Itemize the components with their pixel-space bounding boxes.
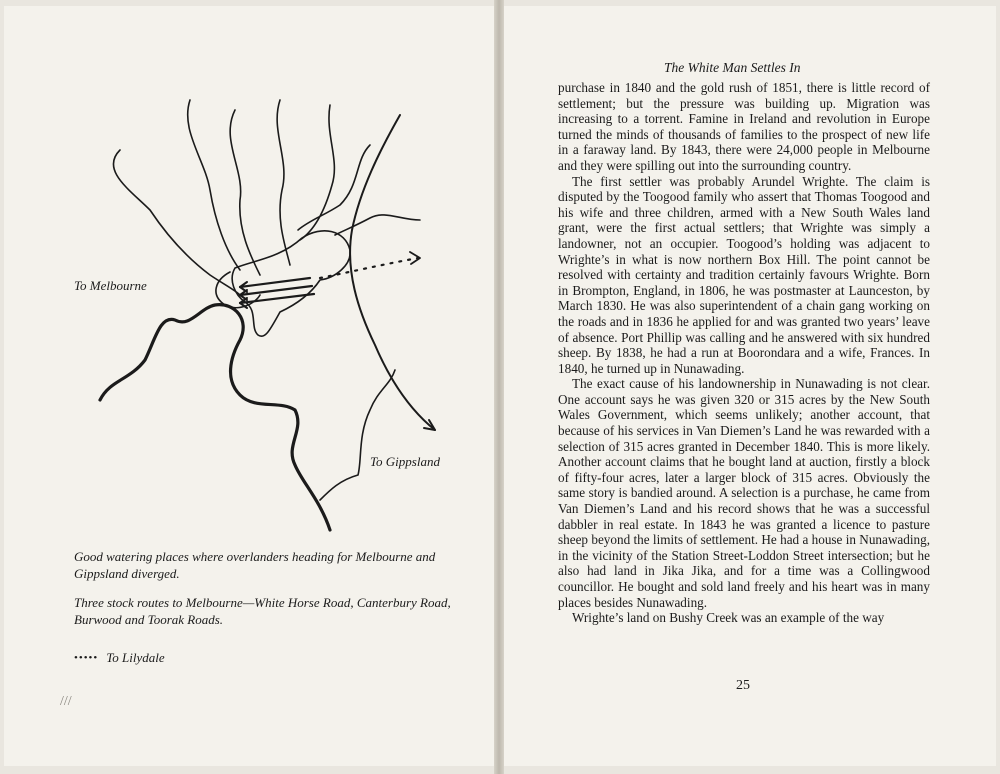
map-label-gippsland: To Gippsland bbox=[370, 454, 440, 469]
creek-line bbox=[188, 100, 240, 270]
stock-route-arrow bbox=[240, 286, 312, 295]
margin-pencil-mark: /// bbox=[60, 694, 72, 709]
creek-line bbox=[335, 215, 420, 235]
creek-line bbox=[230, 110, 260, 275]
body-text bbox=[558, 80, 930, 626]
road-to-gippsland bbox=[350, 115, 435, 430]
creek-line bbox=[277, 100, 290, 265]
stock-routes-map bbox=[40, 90, 460, 550]
river-line bbox=[100, 305, 330, 530]
creek-line bbox=[300, 105, 334, 240]
map-caption-stock-routes: Three stock routes to Melbourne—White Horse Road, Canterbury Road, Burwood and Toorak Roads. bbox=[74, 595, 451, 627]
dotted-line-symbol: ••••• bbox=[74, 652, 99, 664]
map-legend bbox=[74, 650, 165, 666]
creek-line bbox=[113, 150, 240, 295]
map-label-melbourne: To Melbourne bbox=[74, 278, 147, 293]
paragraph: The first settler was probably Arundel Wrighte. The claim is disputed by the Toogood family who assert that Thomas Toogood and his wife and three children, armed with a New South Wales land grant, were the first actual settlers; that Wrighte was simply a landowner, not an occupier. Toogood’s holding was adjacent to Wrighte’s in what is now northern Box Hill. The point cannot be resolved with certainty and tradition certainly favours Wrighte. Born in Brompton, England, in 1806, he was postmaster at Launceston, by March 1830. He was also superintendent of a chain gang working on the roads and in 1836 he applied for and was granted two years’ leave of absence. Port Phillip was calling and he answered with six hundred sheep. By 1838, he had a run at Boorondara and a wife, Frances. In 1840, he turned up in Nunawading. bbox=[558, 173, 930, 376]
paragraph: purchase in 1840 and the gold rush of 1851, there is little record of settlement; but the pressure was building up. Migration was increasing to a torrent. Famine in Ireland and revolution in Europe turned the minds of thousands of families to the prospect of new life in a faraway land. By 1843, there were 24,000 people in Melbourne and they were spilling out into the surrounding country. bbox=[558, 80, 930, 173]
paragraph: Wrighte’s land on Bushy Creek was an example of the way bbox=[572, 610, 885, 626]
paragraph: The exact cause of his landownership in Nunawading is not clear. One account says he was given 320 or 315 acres by the New South Wales Government, which seems unlikely; another account, that because of his services in Van Diemen’s Land he was rewarded with a selection of 315 acres granted in December 1840. This is more likely. Another account claims that he bought land at auction, firstly a block of fifty-four acres, later a larger block of 315 acres. Obviously the same story is bandied around. A selection is a purchase, he came from Van Diemen’s Land and his record shows that he was a successful dabbler in real estate. In 1843 he was granted a licence to pasture sheep beyond the limits of settlement. He had a house in Nunawading, in the vicinity of the Station Street-Loddon Street intersection; but he also had land in Jika Jika, and for a time was a Collingwood councillor. He bought and sold land freely and his heart was in many places besides Nunawading. bbox=[558, 376, 930, 610]
legend-label: To Lilydale bbox=[106, 650, 165, 665]
lilydale-arrowhead bbox=[410, 252, 420, 264]
running-head: The White Man Settles In bbox=[664, 60, 801, 75]
road-to-gippsland bbox=[320, 370, 395, 500]
book-gutter bbox=[494, 0, 504, 774]
map-caption-watering: Good watering places where overlanders heading for Melbourne and Gippsland diverged. bbox=[74, 549, 436, 581]
page-number: 25 bbox=[736, 678, 750, 693]
stock-route-arrow bbox=[240, 278, 310, 287]
watering-place-outline bbox=[232, 231, 350, 336]
